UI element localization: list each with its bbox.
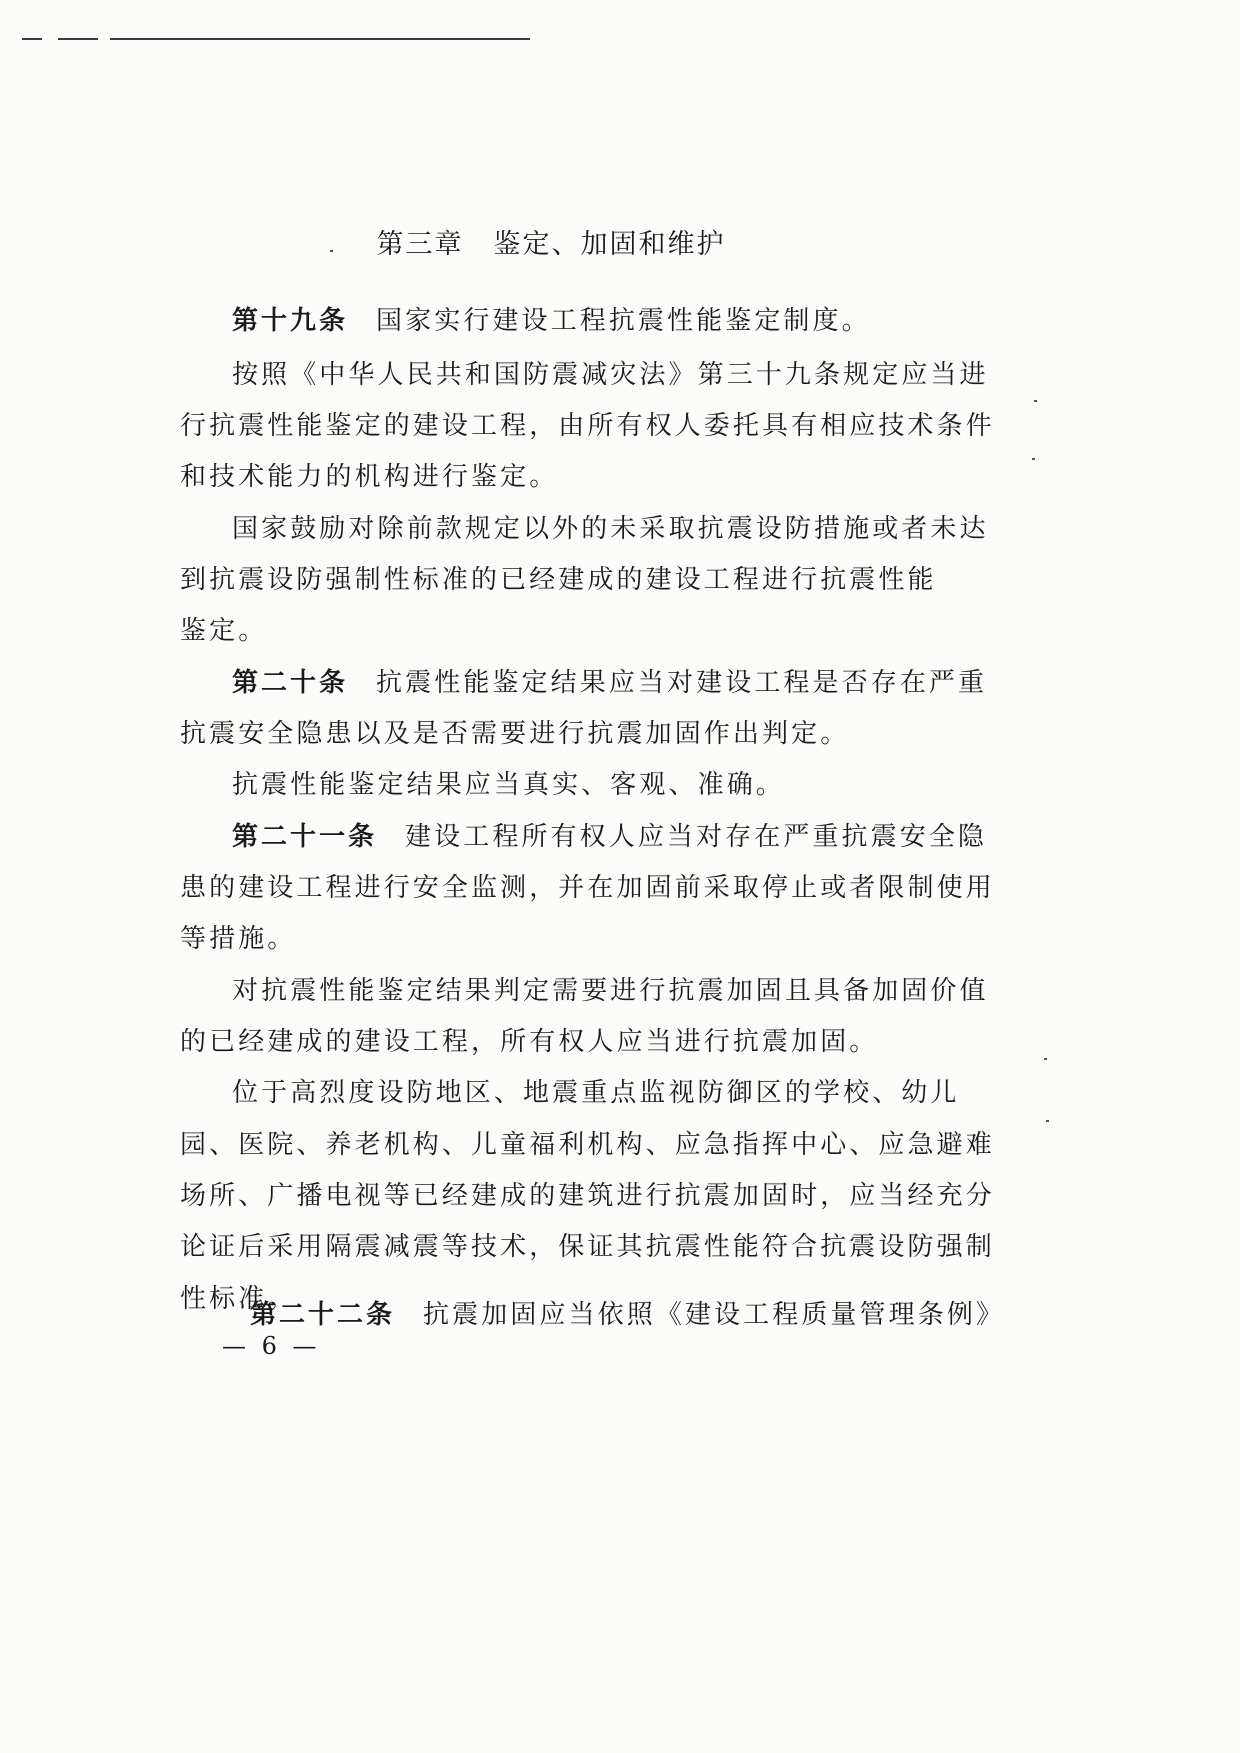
chapter-heading (0, 222, 1102, 261)
paragraph-line: 和技术能力的机构进行鉴定。 (180, 462, 559, 492)
scan-edge-line (22, 38, 42, 40)
article-label: 第二十一条 (232, 822, 378, 852)
paragraph-line: 论证后采用隔震减震等技术，保证其抗震性能符合抗震设防强制 (180, 1232, 995, 1262)
scan-speck (1034, 400, 1037, 402)
paragraph-line: 鉴定。 (180, 616, 268, 646)
article-22-line (250, 1294, 1005, 1331)
paragraph-line: 国家实行建设工程抗震性能鉴定制度。 (376, 306, 871, 336)
paragraph-line: 患的建设工程进行安全监测，并在加固前采取停止或者限制使用 (180, 873, 995, 903)
scan-speck (1032, 458, 1035, 460)
paragraph-line: 场所、广播电视等已经建成的建筑进行抗震加固时，应当经充分 (180, 1181, 995, 1211)
scan-speck (1046, 1120, 1049, 1122)
paragraph-line: 建设工程所有权人应当对存在严重抗震安全隐 (405, 822, 988, 852)
article-19-line (232, 300, 871, 337)
paragraph-line: 抗震加固应当依照《建设工程质量管理条例》 (423, 1300, 1006, 1330)
paragraph-line: 抗震安全隐患以及是否需要进行抗震加固作出判定。 (180, 719, 850, 749)
paragraph-line: 性标准。 (180, 1284, 297, 1314)
paragraph-line: 位于高烈度设防地区、地震重点监视防御区的学校、幼儿 (232, 1078, 960, 1108)
scan-edge-line (110, 38, 530, 40)
article-20-line (232, 662, 987, 699)
scan-speck (1044, 1058, 1047, 1060)
scan-speck (330, 250, 333, 252)
paragraph-line: 抗震性能鉴定结果应当对建设工程是否存在严重 (376, 668, 988, 698)
chapter-title: 鉴定、加固和维护 (493, 229, 726, 260)
paragraph-line: 国家鼓励对除前款规定以外的未采取抗震设防措施或者未达 (232, 514, 989, 544)
scan-edge-line (58, 38, 98, 40)
paragraph-line: 等措施。 (180, 924, 297, 954)
article-label: 第十九条 (232, 306, 349, 336)
article-label: 第二十二条 (250, 1300, 396, 1330)
paragraph-line: 行抗震性能鉴定的建设工程，由所有权人委托具有相应技术条件 (180, 411, 995, 441)
paragraph-line: 到抗震设防强制性标准的已经建成的建设工程进行抗震性能 (180, 565, 937, 595)
chapter-number: 第三章 (376, 229, 464, 260)
article-label: 第二十条 (232, 668, 349, 698)
paragraph-line: 的已经建成的建设工程，所有权人应当进行抗震加固。 (180, 1027, 879, 1057)
paragraph-line: 按照《中华人民共和国防震减灾法》第三十九条规定应当进 (232, 360, 989, 390)
paragraph-line: 抗震性能鉴定结果应当真实、客观、准确。 (232, 770, 785, 800)
paragraph-line: 对抗震性能鉴定结果判定需要进行抗震加固且具备加固价值 (232, 976, 989, 1006)
paragraph-line: 园、医院、养老机构、儿童福利机构、应急指挥中心、应急避难 (180, 1130, 995, 1160)
page-number: — 6 — (222, 1332, 321, 1360)
article-21-line (232, 816, 987, 853)
